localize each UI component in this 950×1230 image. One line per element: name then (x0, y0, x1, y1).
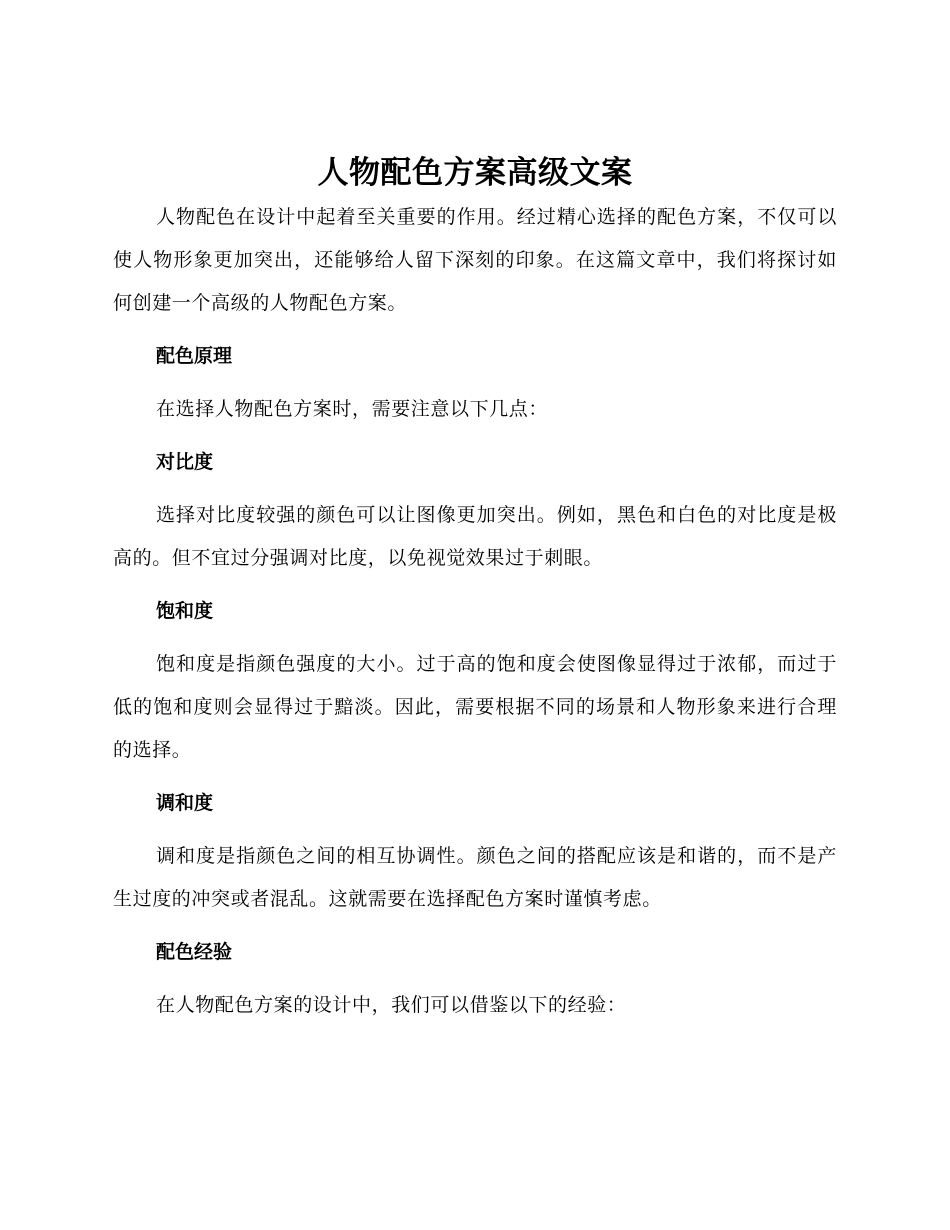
section-text-harmony: 调和度是指颜色之间的相互协调性。颜色之间的搭配应该是和谐的，而不是产生过度的冲突或者混乱。这就需要在选择配色方案时谨慎考虑。 (113, 845, 837, 910)
document-title: 人物配色方案高级文案 (317, 155, 633, 191)
section-heading-contrast: 对比度 (156, 451, 214, 473)
section-heading-experience: 配色经验 (156, 941, 233, 963)
section-text-contrast: 选择对比度较强的颜色可以让图像更加突出。例如，黑色和白色的对比度是极高的。但不宜过分强调对比度，以免视觉效果过于刺眼。 (113, 504, 837, 569)
intro-paragraph: 人物配色在设计中起着至关重要的作用。经过精心选择的配色方案，不仅可以使人物形象更加突出，还能够给人留下深刻的印象。在这篇文章中，我们将探讨如何创建一个高级的人物配色方案。 (113, 206, 837, 314)
section-text-principles: 在选择人物配色方案时，需要注意以下几点： (156, 398, 549, 420)
section-text-saturation: 饱和度是指颜色强度的大小。过于高的饱和度会使图像显得过于浓郁，而过于低的饱和度则会显得过于黯淡。因此，需要根据不同的场景和人物形象来进行合理的选择。 (113, 653, 837, 761)
section-heading-principles: 配色原理 (156, 345, 233, 367)
document-page (113, 150, 837, 1027)
section-heading-saturation: 饱和度 (156, 600, 214, 622)
section-heading-harmony: 调和度 (156, 792, 214, 814)
section-text-experience: 在人物配色方案的设计中，我们可以借鉴以下的经验： (156, 994, 627, 1016)
